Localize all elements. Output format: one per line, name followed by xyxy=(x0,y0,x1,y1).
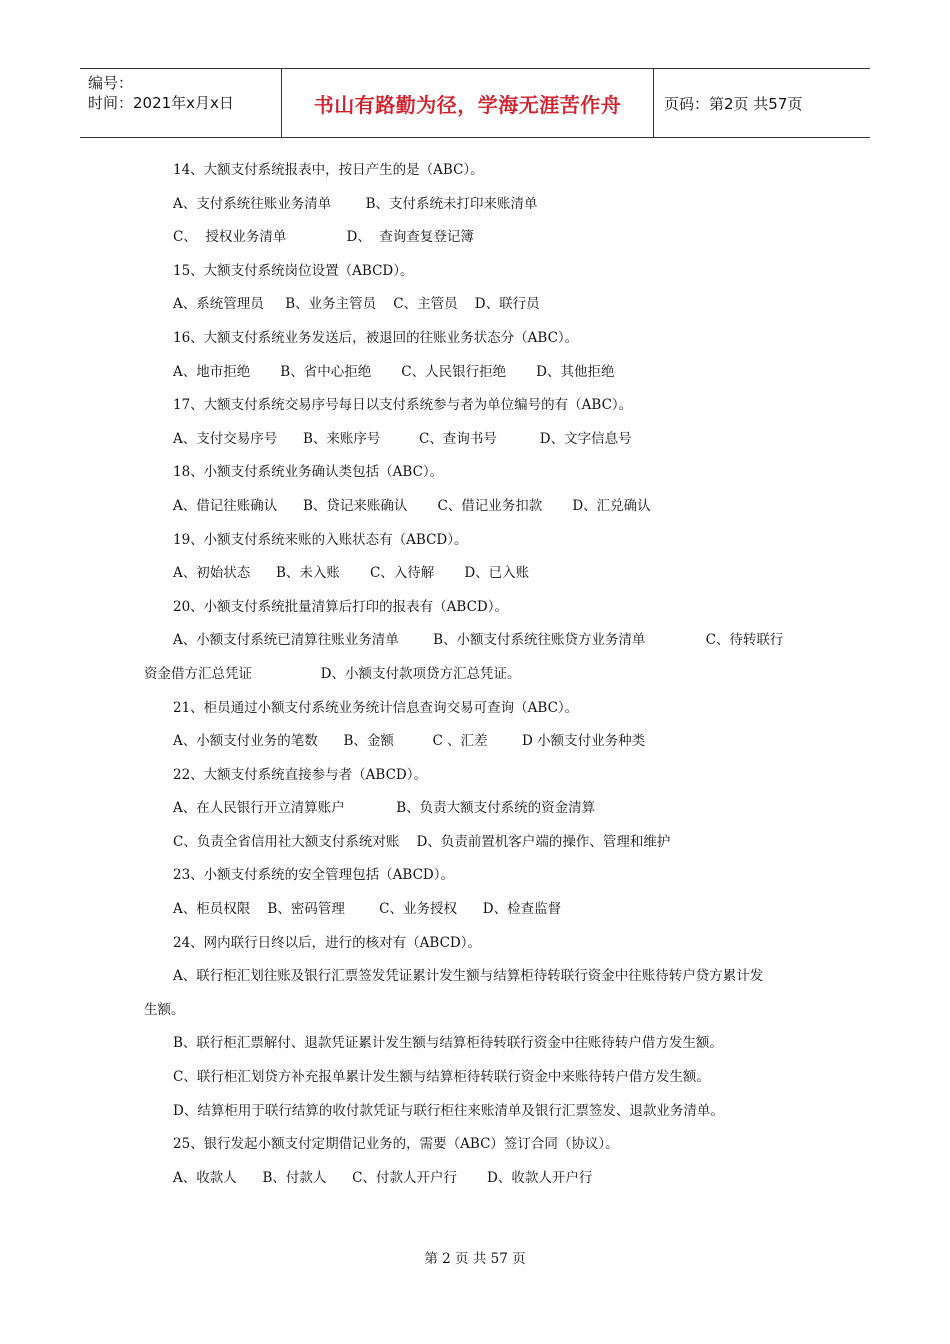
page-label: 页码：第2页 共57页 xyxy=(664,94,803,113)
option-24-a: A、联行柜汇划往账及银行汇票签发凭证累计发生额与结算柜待转联行资金中往账待转户贷方累计发 xyxy=(173,968,764,985)
options-23: A、柜员权限 B、密码管理 C、业务授权 D、检查监督 xyxy=(173,901,562,918)
header-motto-cell xyxy=(281,69,654,137)
option-24-b: B、联行柜汇票解付、退款凭证累计发生额与结算柜待转联行资金中往账待转户借方发生额。 xyxy=(173,1035,723,1052)
options-18: A、借记往账确认 B、贷记来账确认 C、借记业务扣款 D、汇兑确认 xyxy=(173,497,651,514)
header-page-cell xyxy=(654,69,870,137)
question-23: 23、小额支付系统的安全管理包括（ABCD）。 xyxy=(173,867,455,884)
motto: 书山有路勤为径，学海无涯苦作舟 xyxy=(313,92,622,117)
option-24-a-cont: 生额。 xyxy=(144,1001,185,1018)
page-header xyxy=(80,68,870,138)
options-16: A、地市拒绝 B、省中心拒绝 C、人民银行拒绝 D、其他拒绝 xyxy=(173,363,615,380)
question-21: 21、柜员通过小额支付系统业务统计信息查询交易可查询（ABC）。 xyxy=(173,699,579,716)
options-21: A、小额支付业务的笔数 B、金额 C 、汇差 D 小额支付业务种类 xyxy=(173,733,646,750)
option-24-d: D、结算柜用于联行结算的收付款凭证与联行柜往来账清单及银行汇票签发、退款业务清单。 xyxy=(173,1102,724,1119)
number-label: 编号： xyxy=(88,74,134,92)
question-15: 15、大额支付系统岗位设置（ABCD）。 xyxy=(173,262,414,279)
options-25: A、收款人 B、付款人 C、付款人开户行 D、收款人开户行 xyxy=(173,1169,593,1186)
question-19: 19、小额支付系统来账的入账状态有（ABCD）。 xyxy=(173,531,468,548)
options-14-b: C、 授权业务清单 D、 查询查复登记簿 xyxy=(173,229,474,246)
page-footer: 第 2 页 共 57 页 xyxy=(424,1251,526,1267)
options-19: A、初始状态 B、未入账 C、入待解 D、已入账 xyxy=(173,565,530,582)
options-17: A、支付交易序号 B、来账序号 C、查询书号 D、文字信息号 xyxy=(173,430,632,447)
question-18: 18、小额支付系统业务确认类包括（ABC）。 xyxy=(173,464,444,481)
question-17: 17、大额支付系统交易序号每日以支付系统参与者为单位编号的有（ABC）。 xyxy=(173,397,633,414)
time-label: 时间：2021年x月x日 xyxy=(88,94,234,112)
header-meta-cell xyxy=(80,69,281,137)
options-15: A、系统管理员 B、业务主管员 C、主管员 D、联行员 xyxy=(173,296,540,313)
question-22: 22、大额支付系统直接参与者（ABCD）。 xyxy=(173,766,428,783)
question-25: 25、银行发起小额支付定期借记业务的，需要（ABC）签订合同（协议）。 xyxy=(173,1136,619,1153)
options-22: A、在人民银行开立清算账户 B、负责大额支付系统的资金清算 xyxy=(173,800,596,817)
question-20: 20、小额支付系统批量清算后打印的报表有（ABCD）。 xyxy=(173,598,509,615)
question-14: 14、大额支付系统报表中，按日产生的是（ABC）。 xyxy=(173,162,484,178)
options-14: A、支付系统往账业务清单 B、支付系统未打印来账清单 xyxy=(173,195,538,212)
question-24: 24、网内联行日终以后，进行的核对有（ABCD）。 xyxy=(173,934,482,951)
options-20-cont: 资金借方汇总凭证 D、小额支付款项贷方汇总凭证。 xyxy=(144,665,521,682)
question-16: 16、大额支付系统业务发送后，被退回的往账业务状态分（ABC）。 xyxy=(173,329,579,346)
options-20: A、小额支付系统已清算往账业务清单 B、小额支付系统往账贷方业务清单 C、待转联行 xyxy=(173,632,784,649)
option-24-c: C、联行柜汇划贷方补充报单累计发生额与结算柜待转联行资金中来账待转户借方发生额。 xyxy=(173,1069,710,1086)
question-body xyxy=(144,154,814,1195)
options-22-b: C、负责全省信用社大额支付系统对账 D、负责前置机客户端的操作、管理和维护 xyxy=(173,833,671,850)
